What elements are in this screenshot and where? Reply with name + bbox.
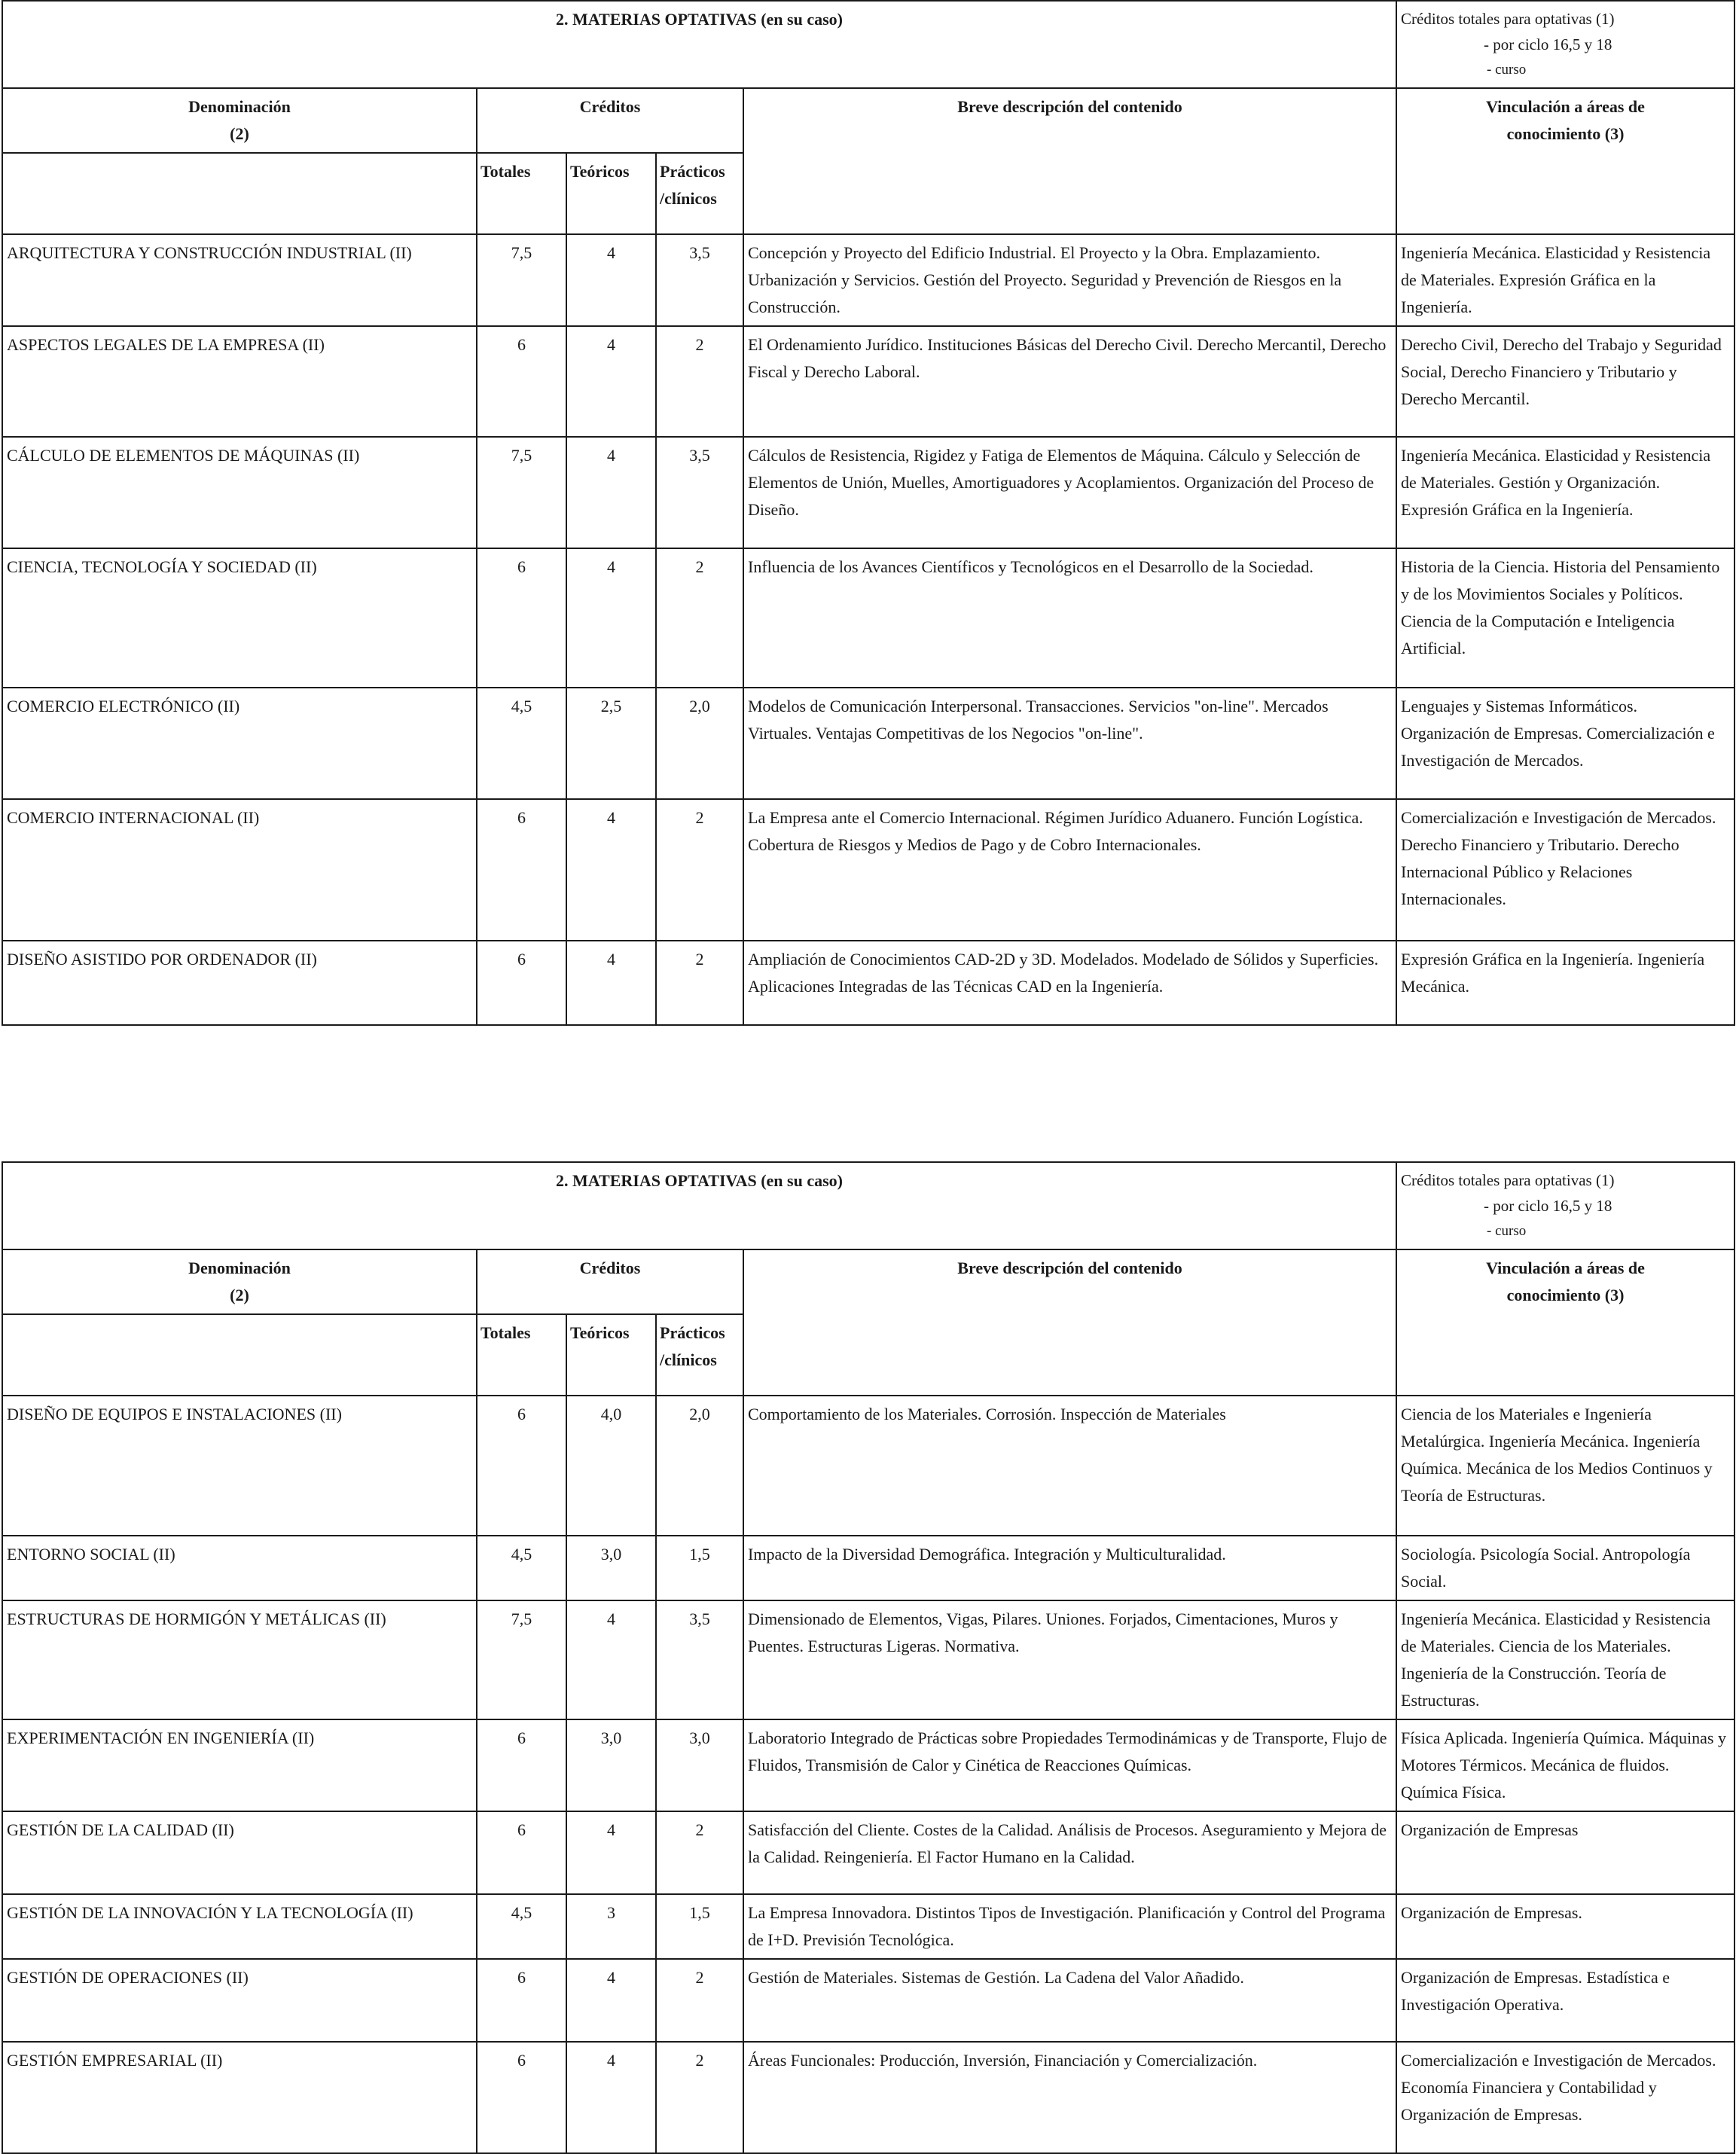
subject-description: La Empresa ante el Comercio Internacional. Régimen Jurídico Aduanero. Función Logística. Cobertura de Riesgos y Medios de Pago y de Cobro Internacionales. [743, 799, 1396, 941]
table-row [2, 1894, 1734, 1959]
header-descripcion: Breve descripción del contenido [743, 88, 1396, 234]
subject-areas: Derecho Civil, Derecho del Trabajo y Seguridad Social, Derecho Financiero y Tributario y Derecho Mercantil. [1396, 326, 1734, 437]
header-vinculacion: Vinculación a áreas de conocimiento (3) [1396, 88, 1734, 234]
materias-table-block-2 [2, 1161, 1734, 2154]
subject-name: COMERCIO INTERNACIONAL (II) [2, 799, 477, 941]
credits-totales: 6 [477, 1959, 566, 2042]
subject-name: CIENCIA, TECNOLOGÍA Y SOCIEDAD (II) [2, 548, 477, 688]
credits-teoricos: 3,0 [566, 1719, 656, 1811]
credits-teoricos: 4 [566, 1811, 656, 1894]
subject-name: EXPERIMENTACIÓN EN INGENIERÍA (II) [2, 1719, 477, 1811]
subject-description: Modelos de Comunicación Interpersonal. Transacciones. Servicios "on-line". Mercados Virtuales. Ventajas Competitivas de los Negocios "on-line". [743, 688, 1396, 799]
subject-areas: Lenguajes y Sistemas Informáticos. Organización de Empresas. Comercialización e Investigación de Mercados. [1396, 688, 1734, 799]
credits-totales: 4,5 [477, 1894, 566, 1959]
table-row [2, 1396, 1734, 1536]
subject-description: El Ordenamiento Jurídico. Instituciones Básicas del Derecho Civil. Derecho Mercantil, Derecho Fiscal y Derecho Laboral. [743, 326, 1396, 437]
subject-areas: Sociología. Psicología Social. Antropología Social. [1396, 1536, 1734, 1600]
credits-teoricos: 4,0 [566, 1396, 656, 1536]
credits-practicos: 3,0 [656, 1719, 743, 1811]
credits-totales: 6 [477, 2042, 566, 2153]
table-row [2, 799, 1734, 941]
table-row [2, 2042, 1734, 2153]
subject-description: Impacto de la Diversidad Demográfica. Integración y Multiculturalidad. [743, 1536, 1396, 1600]
credits-teoricos: 4 [566, 2042, 656, 2153]
subject-description: Ampliación de Conocimientos CAD-2D y 3D. Modelados. Modelado de Sólidos y Superficies. Aplicaciones Integradas de las Técnicas CAD en la Ingeniería. [743, 941, 1396, 1025]
credits-totales: 6 [477, 548, 566, 688]
credits-totales: 6 [477, 799, 566, 941]
subject-name: ARQUITECTURA Y CONSTRUCCIÓN INDUSTRIAL (II) [2, 234, 477, 326]
subject-areas: Comercialización e Investigación de Mercados. Economía Financiera y Contabilidad y Organización de Empresas. [1396, 2042, 1734, 2153]
total-credits-curso: - curso [1487, 1223, 1527, 1239]
materias-table [2, 1161, 1735, 2154]
header-totales: Totales [477, 153, 566, 234]
table-row [2, 326, 1734, 437]
credits-totales: 4,5 [477, 688, 566, 799]
table-row [2, 548, 1734, 688]
credits-practicos: 2 [656, 1811, 743, 1894]
subject-areas: Organización de Empresas. [1396, 1894, 1734, 1959]
subject-description: Laboratorio Integrado de Prácticas sobre Propiedades Termodinámicas y de Transporte, Flujo de Fluidos, Transmisión de Calor y Cinética de Reacciones Químicas. [743, 1719, 1396, 1811]
credits-practicos: 2 [656, 548, 743, 688]
subject-areas: Organización de Empresas [1396, 1811, 1734, 1894]
subject-name: COMERCIO ELECTRÓNICO (II) [2, 688, 477, 799]
subject-areas: Física Aplicada. Ingeniería Química. Máquinas y Motores Térmicos. Mecánica de fluidos. Química Física. [1396, 1719, 1734, 1811]
credits-practicos: 2 [656, 799, 743, 941]
subject-name: GESTIÓN DE OPERACIONES (II) [2, 1959, 477, 2042]
header-denominacion: Denominación (2) [2, 1249, 477, 1314]
credits-practicos: 3,5 [656, 437, 743, 548]
header-practicos: Prácticos /clínicos [656, 1314, 743, 1396]
subject-name: CÁLCULO DE ELEMENTOS DE MÁQUINAS (II) [2, 437, 477, 548]
subject-description: Áreas Funcionales: Producción, Inversión, Financiación y Comercialización. [743, 2042, 1396, 2153]
header-denominacion: Denominación (2) [2, 88, 477, 153]
credits-teoricos: 4 [566, 437, 656, 548]
credits-totales: 6 [477, 1719, 566, 1811]
header-creditos: Créditos [477, 1249, 743, 1314]
table-row [2, 234, 1734, 326]
table-row [2, 1536, 1734, 1600]
credits-practicos: 2 [656, 326, 743, 437]
credits-totales: 4,5 [477, 1536, 566, 1600]
credits-teoricos: 3,0 [566, 1536, 656, 1600]
subject-areas: Ingeniería Mecánica. Elasticidad y Resistencia de Materiales. Ciencia de los Materiales. Ingeniería de la Construcción. Teoría de Estructuras. [1396, 1600, 1734, 1719]
subject-description: Gestión de Materiales. Sistemas de Gestión. La Cadena del Valor Añadido. [743, 1959, 1396, 2042]
credits-practicos: 2 [656, 941, 743, 1025]
credits-totales: 7,5 [477, 1600, 566, 1719]
credits-practicos: 1,5 [656, 1894, 743, 1959]
subject-description: La Empresa Innovadora. Distintos Tipos de Investigación. Planificación y Control del Programa de I+D. Previsión Tecnológica. [743, 1894, 1396, 1959]
total-credits-box [1396, 1, 1734, 88]
header-teoricos: Teóricos [566, 1314, 656, 1396]
credits-practicos: 2,0 [656, 688, 743, 799]
credits-teoricos: 4 [566, 234, 656, 326]
table-row [2, 1959, 1734, 2042]
credits-practicos: 3,5 [656, 1600, 743, 1719]
subject-areas: Comercialización e Investigación de Mercados. Derecho Financiero y Tributario. Derecho Internacional Público y Relaciones Internacionales. [1396, 799, 1734, 941]
table-title: 2. MATERIAS OPTATIVAS (en su caso) [2, 1162, 1396, 1249]
credits-totales: 6 [477, 1396, 566, 1536]
subject-areas: Ciencia de los Materiales e Ingeniería Metalúrgica. Ingeniería Mecánica. Ingeniería Química. Mecánica de los Medios Continuos y Teoría de Estructuras. [1396, 1396, 1734, 1536]
subject-description: Influencia de los Avances Científicos y Tecnológicos en el Desarrollo de la Sociedad. [743, 548, 1396, 688]
total-credits-label: Créditos totales para optativas (1) [1401, 10, 1615, 28]
materias-table [2, 0, 1735, 1026]
header-teoricos: Teóricos [566, 153, 656, 234]
header-descripcion: Breve descripción del contenido [743, 1249, 1396, 1396]
credits-teoricos: 4 [566, 1600, 656, 1719]
subject-name: GESTIÓN DE LA CALIDAD (II) [2, 1811, 477, 1894]
credits-practicos: 2 [656, 2042, 743, 2153]
table-row [2, 437, 1734, 548]
total-credits-ciclo: - por ciclo 16,5 y 18 [1484, 35, 1612, 53]
subject-name: ESTRUCTURAS DE HORMIGÓN Y METÁLICAS (II) [2, 1600, 477, 1719]
materias-table-block-1 [2, 0, 1734, 1026]
total-credits-curso: - curso [1487, 62, 1527, 78]
credits-practicos: 2,0 [656, 1396, 743, 1536]
table-title: 2. MATERIAS OPTATIVAS (en su caso) [2, 1, 1396, 88]
credits-totales: 7,5 [477, 234, 566, 326]
subject-areas: Organización de Empresas. Estadística e Investigación Operativa. [1396, 1959, 1734, 2042]
credits-teoricos: 2,5 [566, 688, 656, 799]
credits-teoricos: 4 [566, 1959, 656, 2042]
subject-name: GESTIÓN EMPRESARIAL (II) [2, 2042, 477, 2153]
subject-name: DISEÑO DE EQUIPOS E INSTALACIONES (II) [2, 1396, 477, 1536]
credits-practicos: 1,5 [656, 1536, 743, 1600]
table-row [2, 1811, 1734, 1894]
table-row [2, 688, 1734, 799]
subject-areas: Historia de la Ciencia. Historia del Pensamiento y de los Movimientos Sociales y Políticos. Ciencia de la Computación e Inteligencia Artificial. [1396, 548, 1734, 688]
subject-name: ENTORNO SOCIAL (II) [2, 1536, 477, 1600]
credits-teoricos: 4 [566, 548, 656, 688]
total-credits-label: Créditos totales para optativas (1) [1401, 1171, 1615, 1189]
subject-description: Comportamiento de los Materiales. Corrosión. Inspección de Materiales [743, 1396, 1396, 1536]
header-denominacion-blank [2, 1314, 477, 1396]
table-row [2, 1600, 1734, 1719]
subject-areas: Ingeniería Mecánica. Elasticidad y Resistencia de Materiales. Gestión y Organización. Expresión Gráfica en la Ingeniería. [1396, 437, 1734, 548]
credits-teoricos: 3 [566, 1894, 656, 1959]
credits-totales: 6 [477, 1811, 566, 1894]
header-vinculacion: Vinculación a áreas de conocimiento (3) [1396, 1249, 1734, 1396]
subject-name: GESTIÓN DE LA INNOVACIÓN Y LA TECNOLOGÍA (II) [2, 1894, 477, 1959]
header-denominacion-blank [2, 153, 477, 234]
credits-practicos: 3,5 [656, 234, 743, 326]
table-row [2, 1719, 1734, 1811]
credits-teoricos: 4 [566, 799, 656, 941]
credits-teoricos: 4 [566, 326, 656, 437]
credits-totales: 7,5 [477, 437, 566, 548]
total-credits-box [1396, 1162, 1734, 1249]
subject-areas: Ingeniería Mecánica. Elasticidad y Resistencia de Materiales. Expresión Gráfica en la Ingeniería. [1396, 234, 1734, 326]
subject-areas: Expresión Gráfica en la Ingeniería. Ingeniería Mecánica. [1396, 941, 1734, 1025]
subject-name: ASPECTOS LEGALES DE LA EMPRESA (II) [2, 326, 477, 437]
header-totales: Totales [477, 1314, 566, 1396]
header-practicos: Prácticos /clínicos [656, 153, 743, 234]
subject-description: Dimensionado de Elementos, Vigas, Pilares. Uniones. Forjados, Cimentaciones, Muros y Puentes. Estructuras Ligeras. Normativa. [743, 1600, 1396, 1719]
header-creditos: Créditos [477, 88, 743, 153]
subject-description: Cálculos de Resistencia, Rigidez y Fatiga de Elementos de Máquina. Cálculo y Selección de Elementos de Unión, Muelles, Amortiguadores y Acoplamientos. Organización del Proceso de Diseño. [743, 437, 1396, 548]
table-row [2, 941, 1734, 1025]
subject-description: Satisfacción del Cliente. Costes de la Calidad. Análisis de Procesos. Aseguramiento y Mejora de la Calidad. Reingeniería. El Factor Humano en la Calidad. [743, 1811, 1396, 1894]
credits-totales: 6 [477, 941, 566, 1025]
subject-description: Concepción y Proyecto del Edificio Industrial. El Proyecto y la Obra. Emplazamiento. Urbanización y Servicios. Gestión del Proyecto. Seguridad y Prevención de Riesgos en la Construcción. [743, 234, 1396, 326]
total-credits-ciclo: - por ciclo 16,5 y 18 [1484, 1197, 1612, 1215]
credits-totales: 6 [477, 326, 566, 437]
subject-name: DISEÑO ASISTIDO POR ORDENADOR (II) [2, 941, 477, 1025]
credits-practicos: 2 [656, 1959, 743, 2042]
credits-teoricos: 4 [566, 941, 656, 1025]
